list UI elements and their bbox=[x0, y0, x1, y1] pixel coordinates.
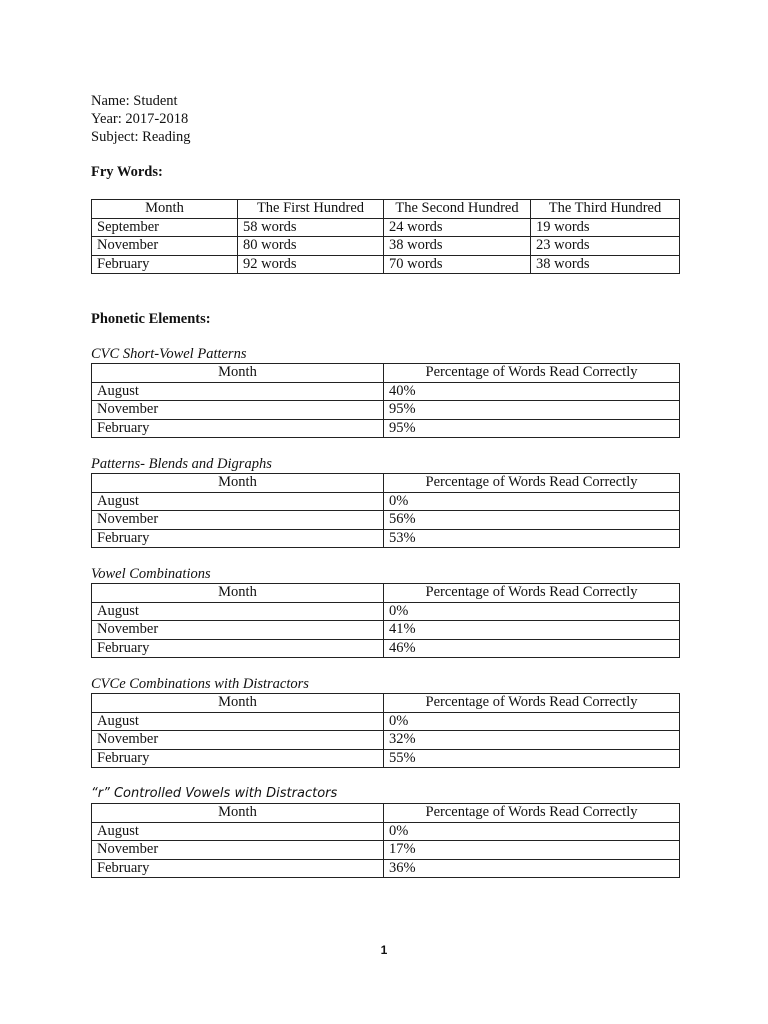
table-cell: 70 words bbox=[384, 255, 531, 274]
table-row bbox=[92, 419, 680, 438]
table-cell: 41% bbox=[384, 621, 680, 640]
fry-col-month: Month bbox=[92, 200, 238, 219]
table-cell: August bbox=[92, 712, 384, 731]
table-row bbox=[92, 218, 680, 237]
table-row bbox=[92, 255, 680, 274]
table-cell: November bbox=[92, 731, 384, 750]
section-title-r-controlled: “r” Controlled Vowels with Distractors bbox=[91, 786, 338, 801]
table-row bbox=[92, 731, 680, 750]
table-row bbox=[92, 841, 680, 860]
cvc-table bbox=[91, 363, 680, 438]
table-row bbox=[92, 401, 680, 420]
table-cell: August bbox=[92, 602, 384, 621]
col-month: Month bbox=[92, 584, 384, 603]
table-cell: August bbox=[92, 492, 384, 511]
table-cell: February bbox=[92, 749, 384, 768]
table-cell: 38 words bbox=[384, 237, 531, 256]
col-percentage: Percentage of Words Read Correctly bbox=[384, 474, 680, 493]
section-title-vowel-combinations: Vowel Combinations bbox=[91, 566, 211, 582]
blends-digraphs-table bbox=[91, 473, 680, 548]
table-cell: 19 words bbox=[531, 218, 680, 237]
table-cell: 24 words bbox=[384, 218, 531, 237]
table-cell: 92 words bbox=[238, 255, 384, 274]
table-cell: 0% bbox=[384, 822, 680, 841]
table-cell: August bbox=[92, 822, 384, 841]
table-cell: November bbox=[92, 621, 384, 640]
table-cell: 32% bbox=[384, 731, 680, 750]
col-month: Month bbox=[92, 694, 384, 713]
table-cell: February bbox=[92, 529, 384, 548]
vowel-combinations-table bbox=[91, 583, 680, 658]
table-cell: February bbox=[92, 639, 384, 658]
table-row bbox=[92, 382, 680, 401]
phonetic-elements-heading: Phonetic Elements: bbox=[91, 311, 211, 327]
section-title-cvce: CVCe Combinations with Distractors bbox=[91, 676, 309, 692]
fry-col-first-hundred: The First Hundred bbox=[238, 200, 384, 219]
table-cell: 36% bbox=[384, 859, 680, 878]
col-month: Month bbox=[92, 364, 384, 383]
student-name: Name: Student bbox=[91, 93, 178, 109]
table-row bbox=[92, 822, 680, 841]
fry-header-row bbox=[92, 200, 680, 219]
page-number: 1 bbox=[380, 943, 388, 957]
fry-col-second-hundred: The Second Hundred bbox=[384, 200, 531, 219]
table-cell: August bbox=[92, 382, 384, 401]
table-cell: November bbox=[92, 841, 384, 860]
col-percentage: Percentage of Words Read Correctly bbox=[384, 804, 680, 823]
fry-words-heading: Fry Words: bbox=[91, 164, 163, 180]
table-row bbox=[92, 639, 680, 658]
col-month: Month bbox=[92, 804, 384, 823]
table-header-row bbox=[92, 804, 680, 823]
table-cell: 95% bbox=[384, 419, 680, 438]
table-cell: February bbox=[92, 419, 384, 438]
r-controlled-table bbox=[91, 803, 680, 878]
table-cell: November bbox=[92, 401, 384, 420]
table-cell: 17% bbox=[384, 841, 680, 860]
table-row bbox=[92, 602, 680, 621]
fry-col-third-hundred: The Third Hundred bbox=[531, 200, 680, 219]
table-cell: 38 words bbox=[531, 255, 680, 274]
col-month: Month bbox=[92, 474, 384, 493]
table-cell: 46% bbox=[384, 639, 680, 658]
table-header-row bbox=[92, 364, 680, 383]
fry-words-table bbox=[91, 199, 680, 274]
table-cell: 53% bbox=[384, 529, 680, 548]
document-page bbox=[91, 92, 679, 878]
table-header-row bbox=[92, 584, 680, 603]
table-cell: 40% bbox=[384, 382, 680, 401]
table-row bbox=[92, 749, 680, 768]
table-row bbox=[92, 492, 680, 511]
section-title-blends-digraphs: Patterns- Blends and Digraphs bbox=[91, 456, 272, 472]
table-cell: 23 words bbox=[531, 237, 680, 256]
table-row bbox=[92, 237, 680, 256]
table-row bbox=[92, 621, 680, 640]
table-row bbox=[92, 511, 680, 530]
section-title-cvc: CVC Short-Vowel Patterns bbox=[91, 346, 247, 362]
table-cell: February bbox=[92, 255, 238, 274]
subject: Subject: Reading bbox=[91, 129, 191, 145]
col-percentage: Percentage of Words Read Correctly bbox=[384, 584, 680, 603]
table-cell: 58 words bbox=[238, 218, 384, 237]
cvce-table bbox=[91, 693, 680, 768]
table-cell: 0% bbox=[384, 602, 680, 621]
table-row bbox=[92, 712, 680, 731]
table-cell: 56% bbox=[384, 511, 680, 530]
table-cell: 80 words bbox=[238, 237, 384, 256]
table-cell: 0% bbox=[384, 492, 680, 511]
table-row bbox=[92, 859, 680, 878]
table-cell: November bbox=[92, 237, 238, 256]
table-cell: November bbox=[92, 511, 384, 530]
table-header-row bbox=[92, 474, 680, 493]
table-row bbox=[92, 529, 680, 548]
school-year: Year: 2017-2018 bbox=[91, 111, 189, 127]
table-cell: 95% bbox=[384, 401, 680, 420]
table-cell: 55% bbox=[384, 749, 680, 768]
table-cell: February bbox=[92, 859, 384, 878]
col-percentage: Percentage of Words Read Correctly bbox=[384, 694, 680, 713]
table-cell: September bbox=[92, 218, 238, 237]
table-header-row bbox=[92, 694, 680, 713]
table-cell: 0% bbox=[384, 712, 680, 731]
col-percentage: Percentage of Words Read Correctly bbox=[384, 364, 680, 383]
